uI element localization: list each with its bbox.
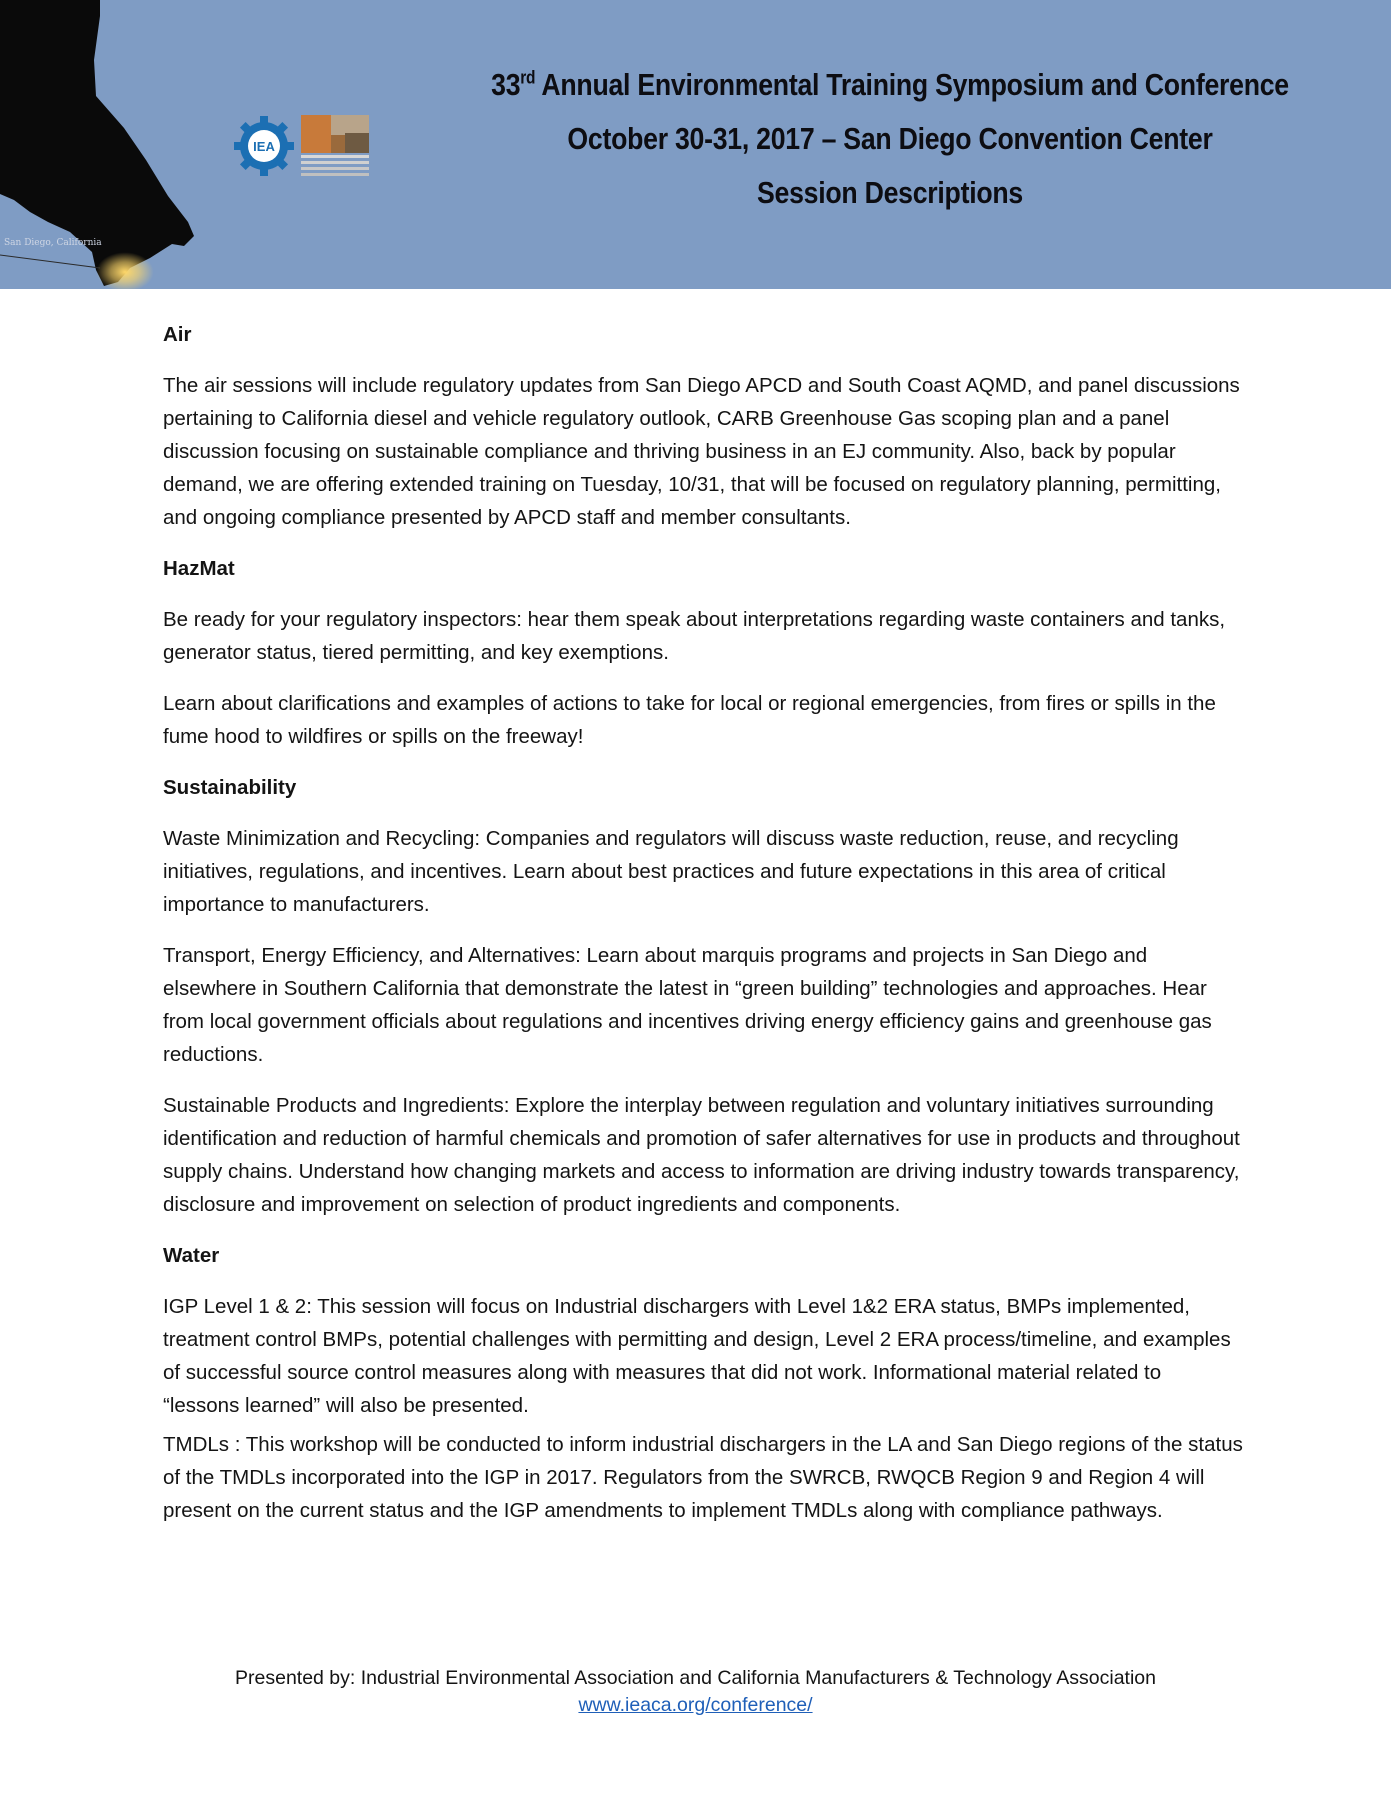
title-line-2: October 30-31, 2017 – San Diego Convention Center bbox=[567, 121, 1213, 156]
section-title-air: Air bbox=[163, 323, 192, 346]
sustainability-paragraph-3: Sustainable Products and Ingredients: Explore the interplay between regulation and voluntary initiatives surrounding identification and reduction of harmful chemicals and promotion of safer alternatives for use in products and throughout supply chains. Understand how changing markets and access to information are driving industry towards transparency, disclosure and improvement on selection of product ingredients and components. bbox=[163, 1094, 1240, 1216]
water-paragraph-1: IGP Level 1 & 2: This session will focus on Industrial dischargers with Level 1&2 ERA status, BMPs implemented, treatment control BMPs, potential challenges with permitting and design, Level 2 ERA process/timeline, and examples of successful source control measures along with measures that did not work. Informational material related to “lessons learned” will also be presented. bbox=[163, 1295, 1231, 1417]
footer bbox=[0, 1665, 1391, 1719]
session-content bbox=[163, 318, 1243, 1545]
sustainability-paragraph-1: Waste Minimization and Recycling: Companies and regulators will discuss waste reduction, reuse, and recycling initiatives, regulations, and incentives. Learn about best practices and future expectations in this area of critical importance to manufacturers. bbox=[163, 827, 1179, 916]
cmta-logo-icon bbox=[301, 115, 369, 177]
sustainability-paragraph-2: Transport, Energy Efficiency, and Alternatives: Learn about marquis programs and projects in San Diego and elsewhere in Southern California that demonstrate the latest in “green building” technologies and approaches. Hear from local government officials about regulations and incentives driving energy efficiency gains and greenhouse gas reductions. bbox=[163, 944, 1212, 1066]
map-label: San Diego, California bbox=[4, 238, 102, 248]
san-diego-marker bbox=[96, 252, 154, 289]
footer-presented-by: Presented by: Industrial Environmental Association and California Manufacturers & Technology Association bbox=[235, 1667, 1156, 1689]
conference-link[interactable]: www.ieaca.org/conference/ bbox=[578, 1694, 813, 1716]
title-block bbox=[390, 58, 1390, 220]
svg-text:IEA: IEA bbox=[253, 139, 275, 154]
title-line-3: Session Descriptions bbox=[757, 175, 1023, 210]
section-title-sustainability: Sustainability bbox=[163, 776, 297, 799]
hazmat-paragraph-2: Learn about clarifications and examples of actions to take for local or regional emergencies, from fires or spills in the fume hood to wildfires or spills on the freeway! bbox=[163, 692, 1216, 748]
title-line-1: 33rd Annual Environmental Training Symposium and Conference bbox=[491, 67, 1289, 102]
air-paragraph: The air sessions will include regulatory updates from San Diego APCD and South Coast AQMD, and panel discussions pertaining to California diesel and vehicle regulatory outlook, CARB Greenhouse Gas scoping plan and a panel discussion focusing on sustainable compliance and thriving business in an EJ community. Also, back by popular demand, we are offering extended training on Tuesday, 10/31, that will be focused on regulatory planning, permitting, and ongoing compliance presented by APCD staff and member consultants. bbox=[163, 374, 1240, 529]
iea-logo-icon bbox=[232, 114, 296, 178]
header-banner bbox=[0, 0, 1391, 289]
water-paragraph-2: TMDLs : This workshop will be conducted to inform industrial dischargers in the LA and San Diego regions of the status of the TMDLs incorporated into the IGP in 2017. Regulators from the SWRCB, RWQCB Region 9 and Region 4 will present on the current status and the IGP amendments to implement TMDLs along with compliance pathways. bbox=[163, 1433, 1243, 1522]
hazmat-paragraph-1: Be ready for your regulatory inspectors: hear them speak about interpretations regarding waste containers and tanks, generator status, tiered permitting, and key exemptions. bbox=[163, 608, 1226, 664]
section-title-water: Water bbox=[163, 1244, 220, 1267]
section-title-hazmat: HazMat bbox=[163, 557, 235, 580]
